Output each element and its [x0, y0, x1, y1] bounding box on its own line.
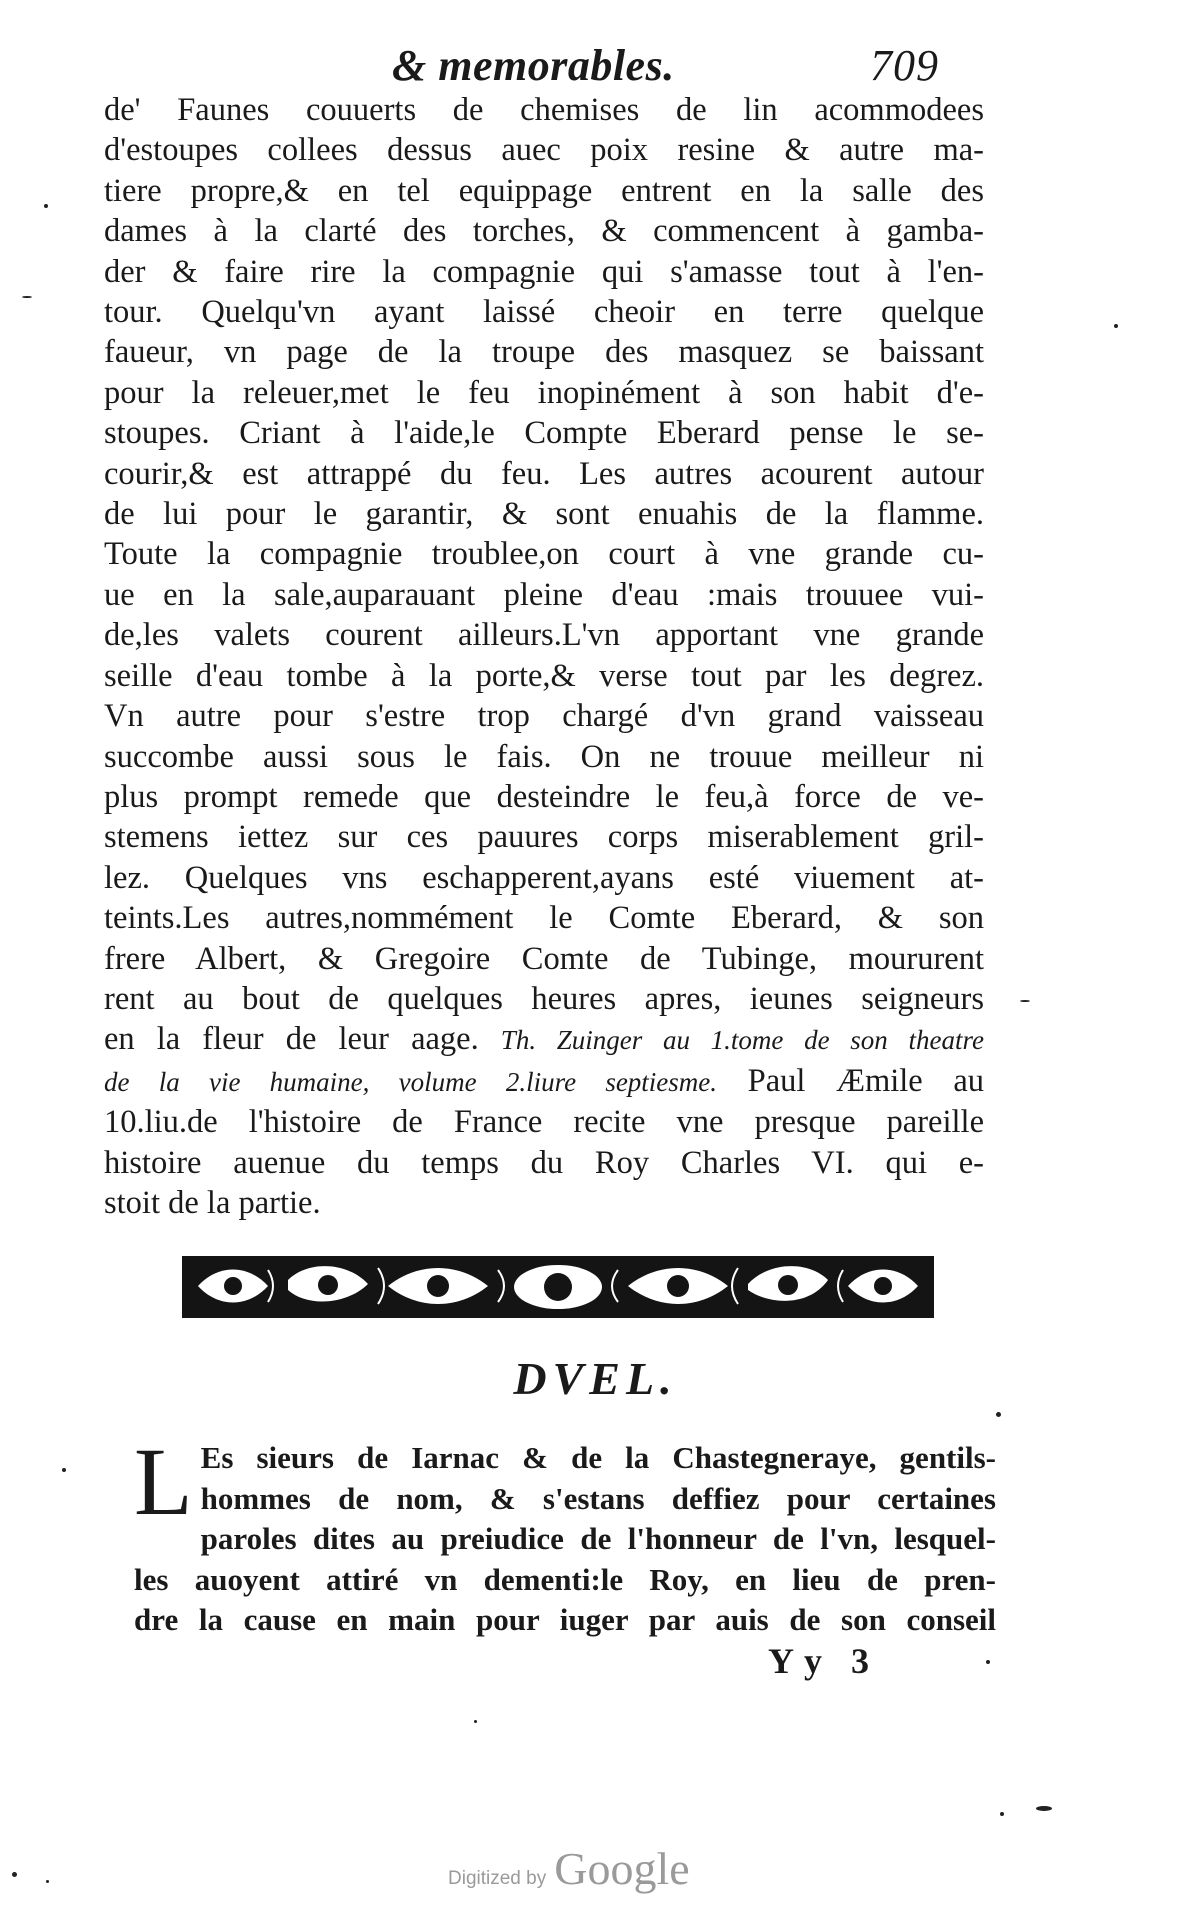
text-line: plus prompt remede que desteindre le feu,à force de ve-: [104, 778, 984, 815]
text-roman: Paul Æmile au: [747, 1062, 985, 1099]
scan-speck: [474, 1720, 477, 1723]
text-line-with-citation: [104, 1061, 984, 1102]
catchword-signature: Yy 3: [768, 1641, 879, 1681]
scan-speck: [46, 1880, 49, 1883]
digitized-watermark: [448, 1842, 690, 1895]
text-roman: en la fleur de leur aage.: [104, 1021, 479, 1058]
text-line: stoit de la partie.: [104, 1184, 321, 1221]
text-line: histoire auenue du temps du Roy Charles VI. qui e-: [104, 1144, 984, 1181]
scan-speck: [986, 1660, 990, 1664]
text-line: frere Albert, & Gregoire Comte de Tubinge, moururent: [104, 940, 984, 977]
text-line: pour la releuer,met le feu inopinément à son habit d'e-: [104, 374, 984, 411]
text-line: stemens iettez sur ces pauures corps miserablement gril-: [104, 819, 984, 856]
text-line: courir,& est attrappé du feu. Les autres acourent autour: [104, 455, 984, 492]
scan-speck: [1114, 324, 1118, 328]
drop-cap: L: [134, 1428, 193, 1535]
scan-speck: [1020, 1000, 1030, 1002]
text-line: Vn autre pour s'estre trop chargé d'vn grand vaisseau: [104, 698, 984, 735]
watermark-prefix: Digitized by: [448, 1868, 547, 1889]
text-line: paroles dites au preiudice de l'honneur de l'vn, lesquel-: [200, 1521, 996, 1556]
text-line: de,les valets courent ailleurs.L'vn apportant vne grande: [104, 617, 984, 654]
ornamental-band: [178, 1250, 938, 1324]
text-line: ue en la sale,auparauant pleine d'eau :mais trouuee vui-: [104, 576, 984, 613]
text-line: der & faire rire la compagnie qui s'amasse tout à l'en-: [104, 253, 984, 290]
text-line: les auoyent attiré vn dementi:le Roy, en lieu de pren-: [134, 1561, 996, 1597]
text-line: teints.Les autres,nommément le Comte Eberard, & son: [104, 900, 984, 937]
scan-speck: [1036, 1806, 1052, 1811]
page-number: 709: [870, 41, 939, 90]
text-line: Es sieurs de Iarnac & de la Chastegneraye, gentils-: [200, 1440, 996, 1475]
text-line: dames à la clarté des torches, & commencent à gamba-: [104, 213, 984, 250]
citation-italic: de la vie humaine, volume 2.liure septiesme.: [104, 1066, 718, 1097]
text-line: succombe aussi sous le fais. On ne trouue meilleur ni: [104, 738, 984, 775]
text-line: rent au bout de quelques heures apres, ieunes seigneurs: [104, 980, 984, 1017]
scan-speck: [1000, 1812, 1004, 1816]
text-line: tour. Quelqu'vn ayant laissé cheoir en terre quelque: [104, 294, 984, 331]
text-line: 10.liu.de l'histoire de France recite vne presque pareille: [104, 1104, 984, 1141]
scan-speck: [22, 296, 32, 298]
text-line: tiere propre,& en tel equippage entrent en la salle des: [104, 172, 984, 209]
text-line: faueur, vn page de la troupe des masquez se baissant: [104, 334, 984, 371]
text-line: hommes de nom, & s'estans deffiez pour certaines: [200, 1480, 996, 1516]
text-line: d'estoupes collees dessus auec poix resine & autre ma-: [104, 132, 984, 169]
citation-italic: Th. Zuinger au 1.tome de son theatre: [500, 1025, 984, 1056]
scan-speck: [12, 1872, 17, 1877]
main-paragraph: [104, 90, 984, 1223]
running-head: & memorables.: [392, 41, 675, 90]
scan-speck: [62, 1468, 66, 1472]
text-line: lez. Quelques vns eschapperent,ayans esté viuement at-: [104, 859, 984, 896]
scan-speck: [44, 204, 48, 208]
section-paragraph: [134, 1428, 996, 1641]
text-line: de lui pour le garantir, & sont enuahis de la flamme.: [104, 496, 984, 533]
scan-speck: [996, 1412, 1001, 1417]
watermark-brand: Google: [554, 1843, 690, 1894]
text-line: dre la cause en main pour iuger par auis de son conseil: [134, 1602, 996, 1637]
text-line: seille d'eau tombe à la porte,& verse tout par les degrez.: [104, 657, 984, 694]
text-line: de' Faunes couuerts de chemises de lin acommodees: [104, 92, 984, 128]
text-line-with-citation: [104, 1019, 984, 1060]
text-line: stoupes. Criant à l'aide,le Compte Eberard pense le se-: [104, 415, 984, 452]
text-line: Toute la compagnie troublee,on court à vne grande cu-: [104, 536, 984, 573]
section-title: DVEL.: [513, 1353, 678, 1404]
